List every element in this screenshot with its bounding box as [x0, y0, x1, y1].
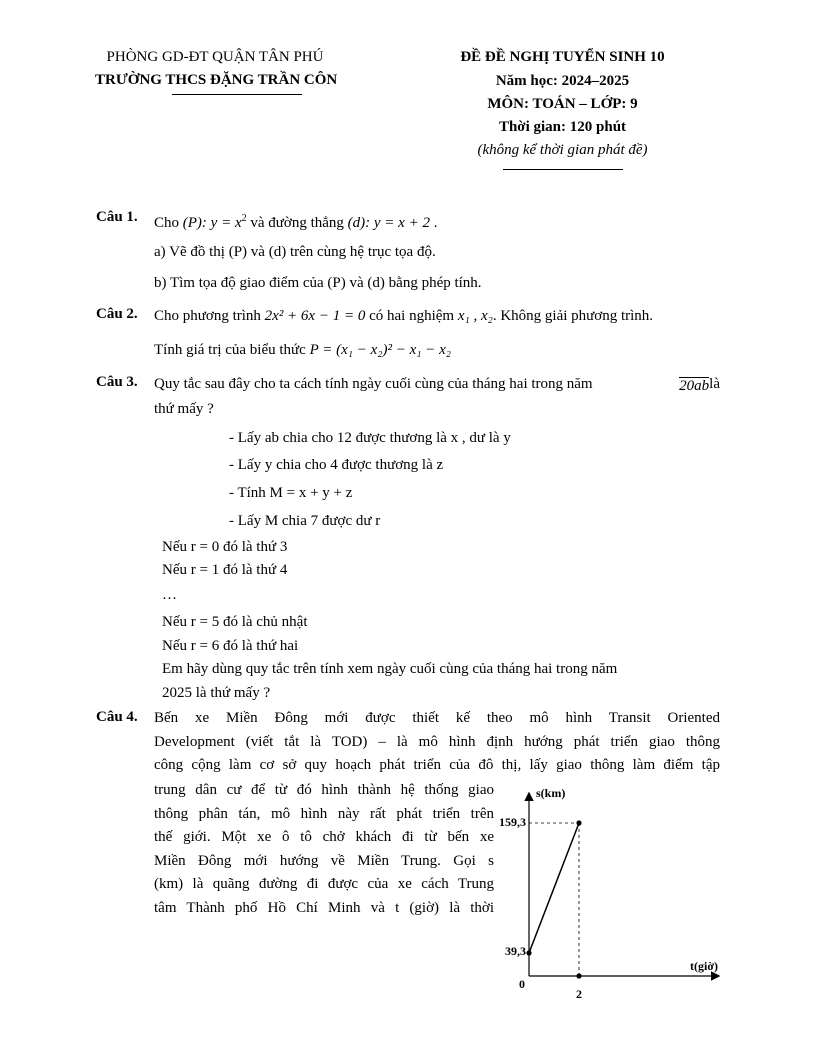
rule-4: - Lấy M chia 7 được dư r	[229, 513, 381, 529]
question-4-intro	[154, 707, 720, 778]
q4-line: tâm Thành phố Hồ Chí Minh và t (giờ) là thời	[154, 899, 494, 916]
origin-label: 0	[519, 977, 525, 991]
data-point	[526, 950, 531, 955]
x-axis-label: t(giờ)	[690, 959, 718, 973]
question-1-part-b: b) Tìm tọa độ giao điểm của (P) và (d) bằng phép tính.	[154, 275, 482, 291]
subject: MÔN: TOÁN – LỚP: 9	[487, 96, 638, 112]
q4-line: Development (viết tắt là TOD) – là mô hình định hướng phát triển giao thông	[154, 733, 720, 750]
school-name: TRƯỜNG THCS ĐẶNG TRẦN CÔN	[95, 72, 338, 88]
header-right-underline	[503, 169, 623, 170]
question-3-label: Câu 3.	[96, 374, 138, 390]
duration: Thời gian: 120 phút	[498, 119, 627, 135]
y-axis-label: s(km)	[536, 786, 566, 800]
rule-3: - Tính M = x + y + z	[229, 485, 353, 501]
question-2-line1: Cho phương trình 2x² + 6x − 1 = 0 có hai nghiệm x₁ , x₂. Không giải phương trình.	[154, 308, 654, 324]
q4-line: Miền Đông mới hướng về Miền Trung. Gọi s	[154, 852, 494, 869]
data-point	[576, 820, 581, 825]
question-4-body	[154, 779, 494, 920]
exam-title: ĐỀ ĐỀ NGHỊ TUYỂN SINH 10	[460, 49, 665, 65]
school-underline	[172, 94, 302, 95]
q4-line: thế giới. Một xe ô tô chở khách đi từ bến xe	[154, 829, 494, 845]
duration-note: (không kể thời gian phát đề)	[477, 142, 648, 158]
q4-line: (km) là quãng đường đi được của xe cách Trung	[154, 876, 494, 892]
dept-name: PHÒNG GD-ĐT QUẬN TÂN PHÚ	[106, 49, 324, 65]
x-tick-label: 2	[576, 987, 582, 1001]
rule-1: - Lấy ab chia cho 12 được thương là x , dư là y	[229, 430, 511, 446]
question-2-line2: Tính giá trị của biểu thức P = (x₁ − x₂)² − x₁ − x₂	[154, 342, 451, 358]
series-line	[529, 823, 579, 953]
case-ellipsis: …	[162, 587, 177, 603]
distance-time-graph	[490, 780, 730, 1010]
case-r1: Nếu r = 1 đó là thứ 4	[162, 562, 288, 578]
question-3-ask-line1: Em hãy dùng quy tắc trên tính xem ngày cuối cùng của tháng hai trong năm	[162, 661, 618, 677]
question-2-label: Câu 2.	[96, 306, 138, 322]
q4-line: thông phân tán, mô hình này rất phát triển trên	[154, 805, 494, 822]
y-tick-label: 39,3	[505, 944, 526, 958]
case-r6: Nếu r = 6 đó là thứ hai	[162, 638, 299, 654]
y-tick-label: 159,3	[499, 815, 526, 829]
rule-2: - Lấy y chia cho 4 được thương là z	[229, 457, 444, 473]
q4-line: công cộng làm cơ sở quy hoạch phát triển của đô thị, lấy giao thông làm điểm tập	[154, 757, 720, 773]
question-4-label: Câu 4.	[96, 709, 138, 725]
question-1-label: Câu 1.	[96, 209, 138, 225]
x-tick-point	[576, 973, 581, 978]
school-year: Năm học: 2024–2025	[495, 73, 630, 89]
question-1-part-a: a) Vẽ đồ thị (P) và (d) trên cùng hệ trục tọa độ.	[154, 244, 436, 260]
question-1-stem: Cho (P): $y = x^2$ và đường thẳng (d): y = x + 2 .	[154, 213, 438, 231]
case-r0: Nếu r = 0 đó là thứ 3	[162, 539, 288, 555]
question-3-line2: thứ mấy ?	[154, 401, 214, 417]
q4-line: Bến xe Miền Đông mới được thiết kế theo mô hình Transit Oriented	[154, 710, 720, 726]
q4-line: trung dân cư để từ đó hình thành hệ thống giao	[154, 782, 494, 798]
question-3-line1: Quy tắc sau đây cho ta cách tính ngày cuối cùng của tháng hai trong năm 20ab là	[154, 376, 720, 394]
question-3-ask-line2: 2025 là thứ mấy ?	[162, 685, 271, 701]
case-r5: Nếu r = 5 đó là chủ nhật	[162, 614, 308, 630]
